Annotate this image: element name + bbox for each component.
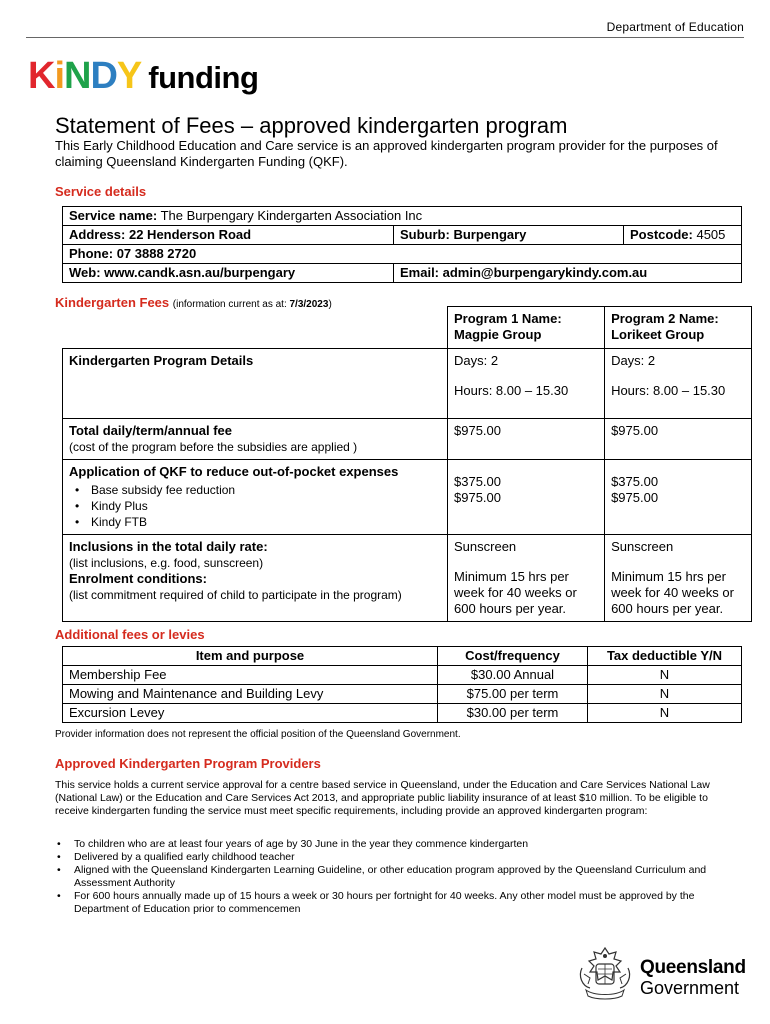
email-cell — [394, 264, 742, 283]
program1-enrolment: Minimum 15 hrs per week for 40 weeks or 600 hours per year. — [454, 569, 577, 616]
phone-value: 07 3888 2720 — [116, 246, 197, 261]
service-name-value: The Burpengary Kindergarten Association Inc — [160, 208, 423, 223]
providers-body: This service holds a current service approval for a centre based service in Queensland, under the Education and Care Services National Law (National Law) or the Education and Care Services Act 2013, and appropriate public liability insurance of at least $10 million. To be eligible to receive kindergarten funding the service must meet specific requirements, including provide an approved kindergarten program: — [55, 779, 710, 817]
table-row — [63, 226, 742, 245]
fee-cost: $30.00 Annual — [438, 666, 588, 685]
address-value: 22 Henderson Road — [128, 227, 252, 242]
list-item: • Kindy FTB — [69, 514, 441, 530]
col-header-item: Item and purpose — [63, 647, 438, 666]
intro-text: This Early Childhood Education and Care service is an approved kindergarten program provider for the purposes of claiming Queensland Kindergarten Funding (QKF). — [55, 138, 718, 169]
fee-item: Membership Fee — [63, 666, 438, 685]
col-header-cost: Cost/frequency — [438, 647, 588, 666]
fee-cost: $30.00 per term — [438, 704, 588, 723]
program1-inclusions: Sunscreen — [454, 539, 517, 554]
fees-note-prefix: (information current as at: — [172, 299, 287, 310]
program1-qkf — [448, 460, 605, 535]
list-item: • Base subsidy fee reduction — [69, 482, 441, 498]
service-details-table — [62, 206, 742, 283]
program2-header: Program 2 Name: Lorikeet Group — [605, 307, 752, 349]
qkf-cell — [63, 460, 448, 535]
col-header-tax: Tax deductible Y/N — [588, 647, 742, 666]
enrolment-label: Enrolment conditions: — [69, 571, 207, 586]
program1-header: Program 1 Name: Magpie Group — [448, 307, 605, 349]
table-row — [63, 685, 742, 704]
program2-hours: Hours: 8.00 – 15.30 — [611, 383, 726, 398]
disclaimer: Provider information does not represent the official position of the Queensland Government. — [55, 729, 461, 740]
inclusions-label: Inclusions in the total daily rate: — [69, 539, 268, 554]
address-cell — [63, 226, 394, 245]
list-item: • Delivered by a qualified early childhood teacher — [55, 851, 720, 864]
program1-days: Days: 2 — [454, 353, 499, 368]
program2-qkf-plus: $975.00 — [611, 490, 659, 505]
qld-wordmark-line2: Government — [640, 978, 740, 998]
program2-qkf — [605, 460, 752, 535]
qld-wordmark-line1: Queensland — [640, 957, 746, 978]
table-row — [63, 245, 742, 264]
program1-total: $975.00 — [448, 419, 605, 460]
qkf-label: Application of QKF to reduce out-of-pocket expenses — [69, 464, 399, 479]
program2-total: $975.00 — [605, 419, 752, 460]
providers-requirements-list — [55, 838, 720, 916]
program2-days: Days: 2 — [611, 353, 656, 368]
address-label: Address: — [69, 227, 126, 242]
postcode-cell — [624, 226, 742, 245]
inclusions-sub: (list inclusions, e.g. food, sunscreen) — [69, 556, 264, 570]
queensland-government-logo — [576, 944, 746, 1004]
web-value: www.candk.asn.au/burpengary — [104, 265, 296, 280]
program1-hours: Hours: 8.00 – 15.30 — [454, 383, 569, 398]
list-item: • Kindy Plus — [69, 498, 441, 514]
fee-cost: $75.00 per term — [438, 685, 588, 704]
fee-item: Mowing and Maintenance and Building Levy — [63, 685, 438, 704]
providers-heading: Approved Kindergarten Program Providers — [55, 756, 321, 771]
list-item: • Aligned with the Queensland Kindergarten Learning Guideline, or other education program approved by the Queensland Curriculum and Assessment Authority — [55, 864, 720, 890]
fees-note-suffix: ) — [328, 299, 332, 310]
web-label: Web: — [69, 265, 101, 280]
table-row — [63, 704, 742, 723]
program2-inclusions-enrolment — [605, 535, 752, 622]
table-row — [63, 419, 752, 460]
logo-letter-n: N — [64, 55, 91, 97]
phone-label: Phone: — [69, 246, 114, 261]
table-row — [63, 460, 752, 535]
fee-tax: N — [588, 666, 742, 685]
table-row — [63, 349, 752, 419]
postcode-value: 4505 — [696, 227, 726, 242]
list-item: • For 600 hours annually made up of 15 hours a week or 30 hours per fortnight for 40 weeks. Any other model must be approved by the Department of Education prior to commencemen — [55, 890, 720, 916]
table-row — [63, 207, 742, 226]
table-row — [63, 666, 742, 685]
page-title: Statement of Fees – approved kindergarten program — [55, 113, 568, 138]
phone-cell — [63, 245, 742, 264]
fees-heading-text: Kindergarten Fees — [55, 295, 170, 310]
program1-inclusions-enrolment — [448, 535, 605, 622]
enrolment-sub: (list commitment required of child to participate in the program) — [69, 588, 402, 602]
program-details-label: Kindergarten Program Details — [63, 349, 448, 419]
program2-enrolment: Minimum 15 hrs per week for 40 weeks or 600 hours per year. — [611, 569, 734, 616]
logo-letter-d: D — [90, 55, 117, 97]
service-details-heading: Service details — [55, 184, 147, 199]
service-name-label: Service name: — [69, 208, 158, 223]
program2-inclusions: Sunscreen — [611, 539, 674, 554]
empty-header-cell — [63, 307, 448, 349]
table-row — [63, 264, 742, 283]
email-label: Email: — [400, 265, 440, 280]
total-fee-sub: (cost of the program before the subsidies are applied ) — [69, 440, 358, 454]
suburb-value: Burpengary — [453, 227, 527, 242]
web-cell — [63, 264, 394, 283]
logo-word: funding — [148, 60, 259, 95]
additional-fees-heading: Additional fees or levies — [55, 627, 205, 642]
table-header-row — [63, 647, 742, 666]
queensland-crest-icon — [576, 944, 634, 1004]
fee-tax: N — [588, 704, 742, 723]
header-rule — [26, 37, 744, 38]
logo-letter-k: K — [28, 55, 55, 97]
suburb-cell — [394, 226, 624, 245]
department-label: Department of Education — [606, 20, 744, 34]
program2-days-hours — [605, 349, 752, 419]
program2-qkf-base: $375.00 — [611, 474, 659, 489]
qkf-list — [69, 482, 441, 530]
table-row — [63, 535, 752, 622]
program1-days-hours — [448, 349, 605, 419]
total-fee-cell — [63, 419, 448, 460]
table-row — [63, 307, 752, 349]
fee-tax: N — [588, 685, 742, 704]
kindergarten-fees-table — [62, 306, 752, 622]
inclusions-enrolment-cell — [63, 535, 448, 622]
fees-note-date: 7/3/2023 — [289, 299, 329, 310]
service-name-cell — [63, 207, 742, 226]
additional-fees-table — [62, 646, 742, 723]
list-item: • To children who are at least four years of age by 30 June in the year they commence kindergarten — [55, 838, 720, 851]
fee-item: Excursion Levey — [63, 704, 438, 723]
email-value: admin@burpengarykindy.com.au — [442, 265, 648, 280]
total-fee-label: Total daily/term/annual fee — [69, 423, 233, 438]
qld-wordmark — [640, 958, 746, 998]
logo-letter-i: i — [54, 55, 65, 97]
program1-qkf-base: $375.00 — [454, 474, 502, 489]
program1-qkf-plus: $975.00 — [454, 490, 502, 505]
suburb-label: Suburb: — [400, 227, 450, 242]
kindy-funding-logo — [28, 56, 258, 96]
postcode-label: Postcode: — [630, 227, 693, 242]
logo-letter-y: Y — [116, 55, 142, 97]
